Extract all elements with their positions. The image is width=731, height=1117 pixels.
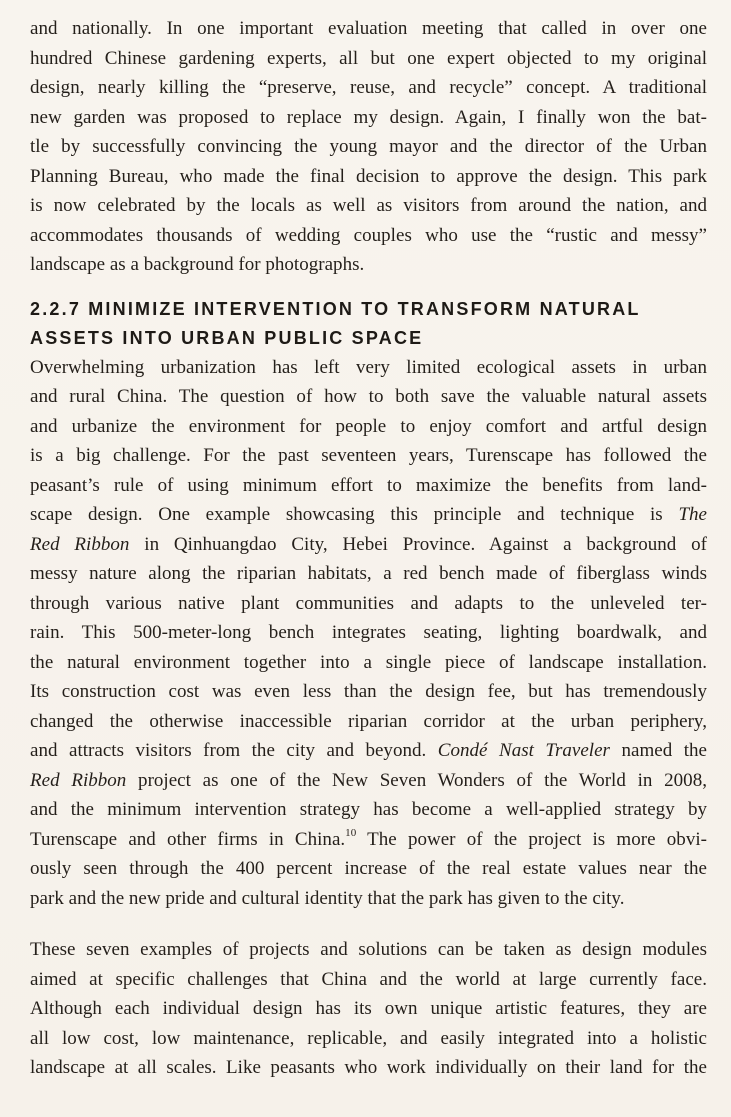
text-line: Although each individual design has its own unique artistic features, they are: [30, 998, 707, 1019]
section-heading-line: 2.2.7 MINIMIZE INTERVENTION TO TRANSFORM NATURAL: [30, 298, 641, 319]
text-line: through various native plant communities and adapts to the unleveled ter-: [30, 592, 707, 614]
closing-paragraph: [30, 935, 707, 1083]
text-line: rain. This 500-meter-long bench integrates seating, lighting boardwalk, and: [30, 622, 707, 643]
text-run: in Qinhuangdao City, Hebei Province. Against a background of: [129, 533, 707, 555]
body-paragraph-continuation: [30, 14, 707, 280]
footnote-reference: 10: [345, 827, 357, 840]
text-run: The power of the project is more obvi-: [356, 828, 707, 850]
text-line: is a big challenge. For the past seventeen years, Turenscape has followed the: [30, 445, 707, 466]
section-heading: [30, 295, 707, 353]
text-line: [30, 766, 707, 796]
text-line: [30, 736, 707, 766]
text-line: is now celebrated by the locals as well as visitors from around the nation, and: [30, 195, 707, 216]
text-line: ously seen through the 400 percent increase of the real estate values near the: [30, 858, 707, 879]
italic-title-run: Condé Nast Traveler: [437, 740, 610, 761]
text-line: These seven examples of projects and solutions can be taken as design modules: [30, 939, 707, 960]
text-line: [30, 500, 707, 530]
text-line: peasant’s rule of using minimum effort to maximize the benefits from land-: [30, 474, 707, 496]
text-run: named the: [609, 740, 707, 761]
text-run: scape design. One example showcasing this principle and technique is: [30, 504, 663, 525]
text-line: accommodates thousands of wedding couples who use the “rustic and messy”: [30, 224, 707, 246]
text-line: new garden was proposed to replace my design. Again, I finally won the bat-: [30, 106, 707, 128]
section-heading-line: ASSETS INTO URBAN PUBLIC SPACE: [30, 327, 424, 348]
text-line: Planning Bureau, who made the final decision to approve the design. This park: [30, 165, 707, 187]
text-line: messy nature along the riparian habitats, a red bench made of fiberglass winds: [30, 563, 707, 584]
text-line: park and the new pride and cultural identity that the park has given to the city.: [30, 887, 625, 909]
text-line: all low cost, low maintenance, replicable, and easily integrated into a holistic: [30, 1027, 707, 1049]
text-line: hundred Chinese gardening experts, all but one expert objected to my original: [30, 47, 707, 69]
text-line: design, nearly killing the “preserve, reuse, and recycle” concept. A traditional: [30, 77, 707, 98]
text-line: the natural environment together into a single piece of landscape installation.: [30, 651, 707, 673]
italic-title-run: Red Ribbon: [30, 533, 130, 555]
text-run: project as one of the New Seven Wonders of the World in 2008,: [126, 769, 707, 791]
section-body-paragraph: [30, 353, 707, 914]
text-line: Its construction cost was even less than the design fee, but has tremendously: [30, 681, 707, 702]
text-line: tle by successfully convincing the young mayor and the director of the Urban: [30, 136, 707, 157]
text-line: and nationally. In one important evaluation meeting that called in over one: [30, 18, 707, 39]
text-line: [30, 530, 707, 560]
text-line: and rural China. The question of how to both save the valuable natural assets: [30, 386, 707, 407]
text-run: and attracts visitors from the city and beyond.: [30, 740, 427, 761]
text-line: and urbanize the environment for people to enjoy comfort and artful design: [30, 415, 707, 437]
text-line: landscape as a background for photographs.: [30, 254, 365, 275]
text-line: landscape at all scales. Like peasants who work individually on their land for the: [30, 1057, 707, 1078]
text-line: changed the otherwise inaccessible riparian corridor at the urban periphery,: [30, 710, 707, 732]
text-line: and the minimum intervention strategy has become a well-applied strategy by: [30, 799, 707, 820]
text-run: Turenscape and other firms in China.: [30, 828, 346, 850]
text-line: [30, 825, 707, 855]
text-line: aimed at specific challenges that China and the world at large currently face.: [30, 968, 707, 990]
italic-title-run: The: [678, 504, 707, 525]
text-line: Overwhelming urbanization has left very limited ecological assets in urban: [30, 356, 707, 378]
italic-title-run: Red Ribbon: [30, 769, 127, 791]
